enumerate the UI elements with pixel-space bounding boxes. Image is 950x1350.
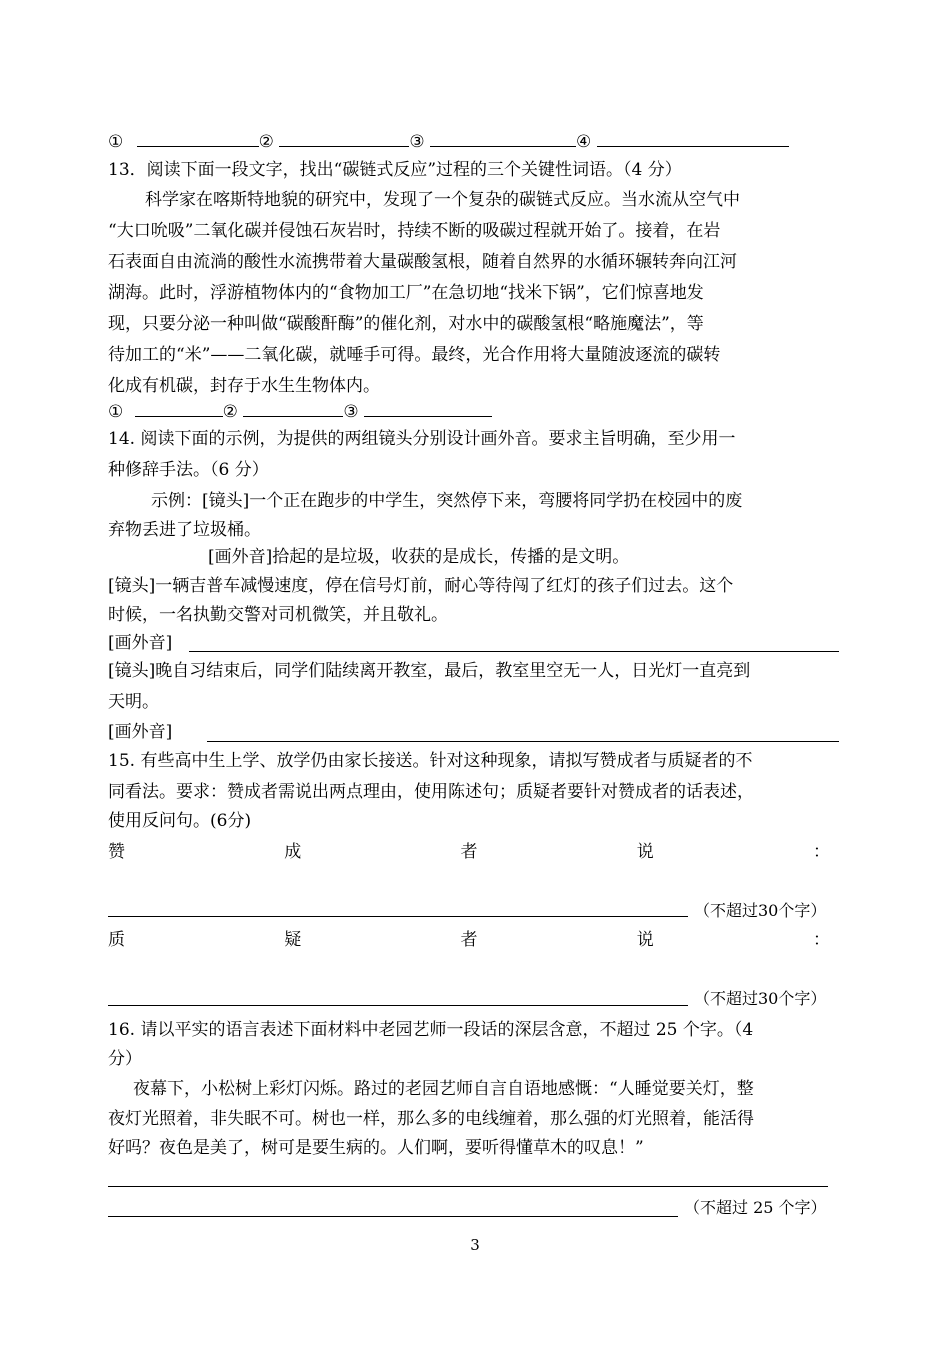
q16-limit: （不超过 25 个字） — [684, 1198, 827, 1217]
q16-answer-blank-1[interactable] — [108, 1186, 828, 1187]
q14-scene2-line-1: [镜头]晚自习结束后，同学们陆续离开教室，最后，教室里空无一人，日光灯一直亮到 — [108, 661, 751, 681]
q16-passage-line-2: 夜灯光照着，非失眠不可。树也一样，那么多的电线缠着，那么强的灯光照着，能活得 — [108, 1109, 754, 1129]
q13-passage-line-6: 待加工的“米”——二氧化碳，就唾手可得。最终，光合作用将大量随波逐流的碳转 — [108, 345, 721, 365]
q14-example-line-1: 示例：[镜头]一个正在跑步的中学生，突然停下来，弯腰将同学扔在校园中的废 — [151, 491, 743, 511]
marker-4: ④ — [575, 132, 592, 152]
q12-blank-4[interactable] — [597, 126, 789, 147]
q16-answer-blank-2[interactable] — [108, 1216, 678, 1217]
q14-voiceover-2-row — [108, 717, 843, 747]
q13-answer-row — [108, 396, 843, 426]
q13-marker-3: ③ — [343, 402, 359, 422]
q13-passage-line-3: 石表面自由流淌的酸性水流携带着大量碳酸氢根，随着自然界的水循环辗转奔向江河 — [108, 252, 737, 272]
q15-pro-label: 赞 成 者 说 ： — [108, 842, 830, 862]
q14-voiceover-1-row — [108, 628, 843, 658]
q14-scene2-line-2: 天明。 — [108, 692, 159, 712]
q15-con-label: 质 疑 者 说 ： — [108, 930, 830, 950]
q15-line-1: 15. 有些高中生上学、放学仍由家长接送。针对这种现象，请拟写赞成者与质疑者的不 — [108, 751, 753, 771]
q12-blank-1[interactable] — [137, 126, 259, 147]
q15-pro-limit: （不超过30个字） — [694, 901, 827, 920]
q16-line-2: 分） — [108, 1049, 142, 1069]
q12-blank-3[interactable] — [430, 126, 576, 147]
marker-3: ③ — [409, 132, 425, 152]
q14-example-line-2: 弃物丢进了垃圾桶。 — [108, 520, 261, 540]
voiceover-label: [画外音] — [108, 633, 173, 653]
q16-passage-line-1: 夜幕下，小松树上彩灯闪烁。路过的老园艺师自言自语地感慨：“人睡觉要关灯，整 — [133, 1079, 754, 1099]
q13-passage-line-5: 现，只要分泌一种叫做“碳酸酐酶”的催化剂，对水中的碳酸氢根“略施魔法”，等 — [108, 314, 704, 334]
q13-passage-line-1: 科学家在喀斯特地貌的研究中，发现了一个复杂的碳链式反应。当水流从空气中 — [145, 190, 740, 210]
q15-line-2: 同看法。要求：赞成者需说出两点理由，使用陈述句；质疑者要针对赞成者的话表述， — [108, 782, 754, 802]
q13-passage-line-7: 化成有机碳，封存于水生生物体内。 — [108, 376, 380, 396]
marker-1: ① — [108, 132, 124, 152]
q14-voiceover-1-blank[interactable] — [189, 651, 839, 652]
q13-blank-3[interactable] — [364, 396, 492, 417]
q15-line-3: 使用反问句。(6分) — [108, 811, 252, 831]
q13-passage-line-4: 湖海。此时，浮游植物体内的“食物加工厂”在急切地“找米下锅”，它们惊喜地发 — [108, 283, 704, 303]
q13-marker-2: ② — [222, 402, 238, 422]
q16-passage-line-3: 好吗？夜色是美了，树可是要生病的。人们啊，要听得懂草木的叹息！” — [108, 1138, 644, 1158]
q15-con-blank[interactable] — [108, 1005, 688, 1006]
q16-line-1: 16. 请以平实的语言表述下面材料中老园艺师一段话的深层含意，不超过 25 个字。（4 — [108, 1020, 754, 1040]
q13-blank-2[interactable] — [243, 396, 343, 417]
q14-scene1-line-2: 时候，一名执勤交警对司机微笑，并且敬礼。 — [108, 605, 448, 625]
page-number: 3 — [470, 1236, 480, 1254]
q14-voiceover-2-blank[interactable] — [207, 741, 839, 742]
q14-example-voiceover: [画外音]拾起的是垃圾，收获的是成长，传播的是文明。 — [208, 547, 630, 567]
q13-question: 13．阅读下面一段文字，找出“碳链式反应”过程的三个关键性词语。（4 分） — [108, 160, 682, 180]
q12-answer-row — [108, 126, 843, 156]
q13-blank-1[interactable] — [135, 396, 223, 417]
q14-question-line-2: 种修辞手法。（6 分） — [108, 460, 269, 480]
q12-blank-2[interactable] — [279, 126, 409, 147]
q14-scene1-line-1: [镜头]一辆吉普车减慢速度，停在信号灯前，耐心等待闯了红灯的孩子们过去。这个 — [108, 576, 734, 596]
q13-passage-line-2: “大口吮吸”二氧化碳并侵蚀石灰岩时，持续不断的吸碳过程就开始了。接着，在岩 — [108, 221, 721, 241]
q14-question-line-1: 14. 阅读下面的示例，为提供的两组镜头分别设计画外音。要求主旨明确，至少用一 — [108, 429, 736, 449]
voiceover-label: [画外音] — [108, 722, 173, 742]
q15-pro-blank[interactable] — [108, 916, 688, 917]
q15-con-limit: （不超过30个字） — [694, 989, 827, 1008]
marker-2: ② — [258, 132, 274, 152]
q13-marker-1: ① — [108, 402, 124, 422]
